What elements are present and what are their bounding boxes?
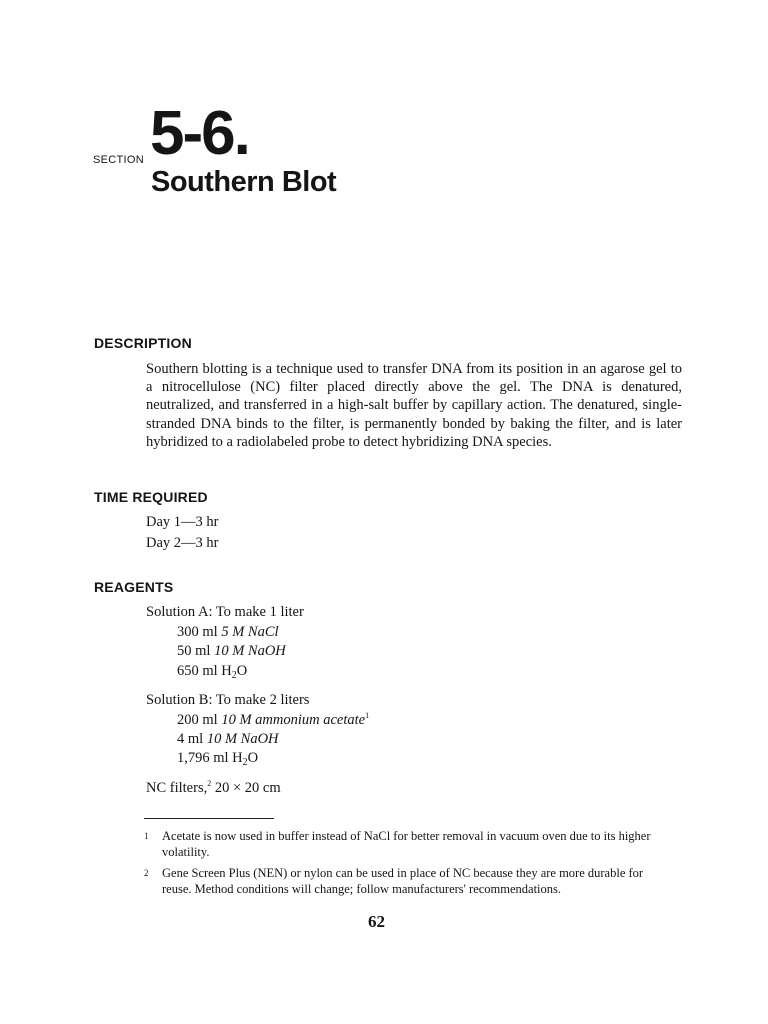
footnote-divider (144, 818, 274, 819)
reagent-water-suffix: O (247, 750, 259, 766)
solution-b-item (177, 750, 258, 768)
section-number: 5-6. (150, 99, 249, 168)
solution-a-item (177, 643, 286, 660)
solution-a-title: Solution A: To make 1 liter (146, 604, 304, 620)
reagent-amount: 50 ml (177, 643, 211, 659)
solution-b-item (177, 731, 279, 748)
reagent-amount: 300 ml (177, 624, 218, 640)
reagent-water: 1,796 ml H (177, 750, 243, 766)
nc-filters (146, 779, 281, 797)
reagent-water: 650 ml H (177, 663, 232, 679)
footnote (144, 865, 674, 897)
footnote-mark: 1 (144, 831, 149, 841)
footnote-text: Gene Screen Plus (NEN) or nylon can be used in place of NC because they are more durable for reuse. Method conditions will change; follow manufacturers' recommendations. (162, 866, 644, 896)
subscript: 2 (242, 757, 248, 768)
subscript: 2 (231, 670, 237, 681)
solution-b-title: Solution B: To make 2 liters (146, 692, 310, 708)
reagents-heading: REAGENTS (94, 579, 174, 595)
nc-filters-label: NC filters, (146, 780, 208, 796)
footnote-text: Acetate is now used in buffer instead of NaCl for better removal in vacuum oven due to its higher volatility. (162, 829, 651, 859)
reagent-name: 10 M ammonium acetate (221, 712, 366, 728)
reagent-name: 10 M NaOH (214, 643, 286, 659)
description-heading: DESCRIPTION (94, 335, 192, 351)
reagent-amount: 200 ml (177, 712, 218, 728)
reagent-amount: 4 ml (177, 731, 204, 747)
section-label: SECTION (93, 154, 144, 166)
solution-b-item (177, 711, 369, 729)
footnote-mark: 2 (144, 868, 149, 878)
description-text: Southern blotting is a technique used to transfer DNA from its position in an agarose gel to a nitrocellulose (NC) filter placed directly above the gel. The DNA is denatured, neutralized, and transferred in a high-salt buffer by capillary action. The denatured, single-stranded DNA binds to the filter, is permanently bonded by baking the filter, and is later hybridized to a radiolabeled probe to detect hybridizing DNA species. (146, 361, 682, 450)
solution-a-item (177, 624, 279, 641)
footnote-ref: 2 (207, 779, 212, 788)
footnote (144, 828, 674, 860)
solution-a-item (177, 663, 247, 681)
reagent-name: 10 M NaOH (206, 731, 279, 747)
time-day-2: Day 2—3 hr (146, 535, 219, 551)
page-title: Southern Blot (151, 166, 337, 198)
time-required-heading: TIME REQUIRED (94, 489, 208, 505)
footnote-ref: 1 (365, 711, 370, 720)
time-day-1: Day 1—3 hr (146, 514, 219, 530)
page-number: 62 (368, 912, 385, 931)
reagent-water-suffix: O (236, 663, 248, 679)
nc-filters-size: 20 × 20 cm (214, 780, 281, 796)
reagent-name: 5 M NaCl (221, 624, 279, 640)
